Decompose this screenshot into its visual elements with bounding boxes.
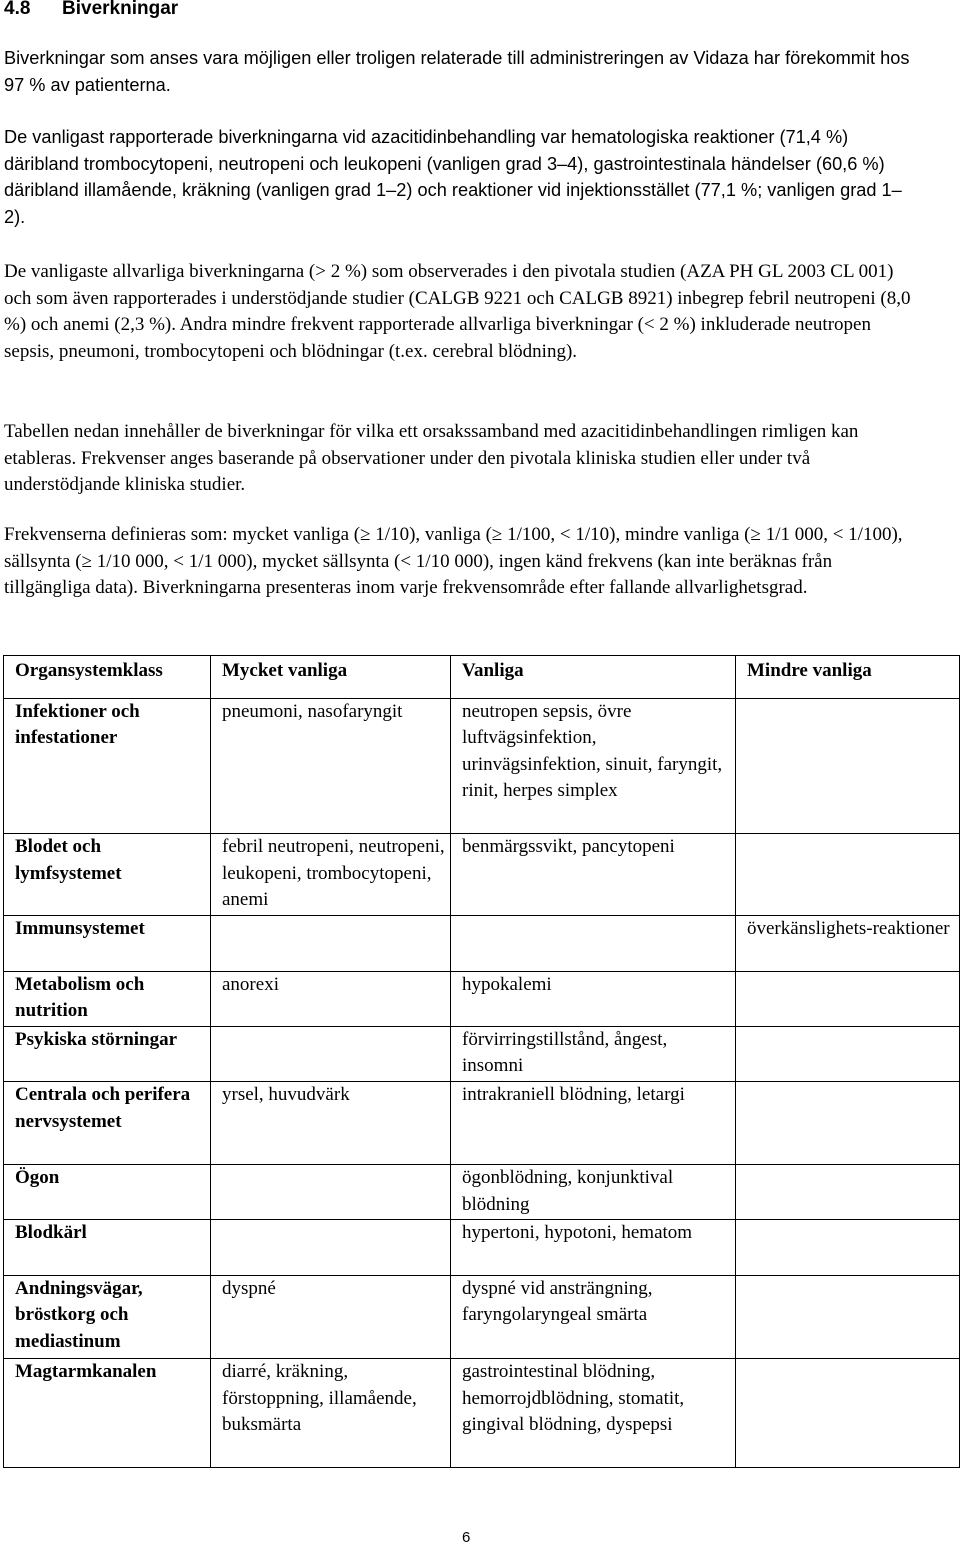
paragraph-common-reactions: De vanligast rapporterade biverkningarna vid azacitidinbehandling var hematologiska reaktioner (71,4 %) däribland trombocytopeni, neutropeni och leukopeni (vanligen grad 3–4), gastrointestinala händelser (60,6 %) däribland illamående, kräkning (vanligen grad 1–2) och reaktioner vid injektionsstället (77,1 %; vanligen grad 1–2). [4,127,902,227]
very-common-cell: pneumoni, nasofaryngit [211,698,451,833]
uncommon-cell [736,1220,960,1275]
common-cell: förvirringstillstånd, ångest, insomni [451,1026,736,1081]
table-row [4,1359,960,1468]
header-organ-class: Organsystemklass [4,656,211,699]
uncommon-cell: överkänslighets-reaktioner [736,916,960,971]
very-common-cell: diarré, kräkning, förstoppning, illamående, buksmärta [211,1359,451,1468]
table-row [4,1082,960,1165]
very-common-cell: dyspné [211,1275,451,1359]
table-row [4,698,960,833]
table-row [4,1275,960,1359]
section-heading [4,0,178,20]
common-cell: hypokalemi [451,971,736,1026]
common-cell: dyspné vid ansträngning, faryngolaryngeal smärta [451,1275,736,1359]
organ-class-cell: Metabolism och nutrition [4,971,211,1026]
table-row [4,1165,960,1220]
page-number: 6 [462,1529,471,1546]
very-common-cell: anorexi [211,971,451,1026]
uncommon-cell [736,1082,960,1165]
uncommon-cell [736,698,960,833]
common-cell [451,916,736,971]
very-common-cell [211,1026,451,1081]
organ-class-cell: Ögon [4,1165,211,1220]
organ-class-cell: Magtarmkanalen [4,1359,211,1468]
section-number: 4.8 [4,0,31,19]
uncommon-cell [736,1359,960,1468]
uncommon-cell [736,1275,960,1359]
paragraph-serious-reactions: De vanligaste allvarliga biverkningarna (> 2 %) som observerades i den pivotala studien (AZA PH GL 2003 CL 001) och som även rapporterades i understödjande studier (CALGB 9221 och CALGB 8921) inbegrep febril neutropeni (8,0 %) och anemi (2,3 %). Andra mindre frekvent rapporterade allvarliga biverkningar (< 2 %) inkluderade neutropen sepsis, pneumoni, trombocytopeni och blödningar (t.ex. cerebral blödning). [4,261,911,362]
common-cell: hypertoni, hypotoni, hematom [451,1220,736,1275]
adverse-reactions-table [3,655,960,1468]
organ-class-cell: Psykiska störningar [4,1026,211,1081]
very-common-cell: febril neutropeni, neutropeni, leukopeni, trombocytopeni, anemi [211,834,451,916]
common-cell: neutropen sepsis, övre luftvägsinfektion, urinvägsinfektion, sinuit, faryngit, rinit, herpes simplex [451,698,736,833]
very-common-cell: yrsel, huvudvärk [211,1082,451,1165]
table-header-row [4,656,960,699]
paragraph-frequency-definitions: Frekvenserna definieras som: mycket vanliga (≥ 1/10), vanliga (≥ 1/100, < 1/10), mindre vanliga (≥ 1/1 000, < 1/100), sällsynta (≥ 1/10 000, < 1/1 000), mycket sällsynta (< 1/10 000), ingen känd frekvens (kan inte beräknas från tillgängliga data). Biverkningarna presenteras inom varje frekvensområde efter fallande allvarlighetsgrad. [4,524,903,598]
header-very-common: Mycket vanliga [211,656,451,699]
uncommon-cell [736,1165,960,1220]
table-row [4,971,960,1026]
paragraph-table-intro: Tabellen nedan innehåller de biverkningar för vilka ett orsakssamband med azacitidinbehandlingen rimligen kan etableras. Frekvenser anges baserande på observationer under den pivotala kliniska studien eller under två understödjande kliniska studier. [4,421,859,495]
organ-class-cell: Centrala och perifera nervsystemet [4,1082,211,1165]
paragraph-intro: Biverkningar som anses vara möjligen eller troligen relaterade till administreringen av Vidaza har förekommit hos 97 % av patienterna. [4,48,910,95]
table-row [4,1220,960,1275]
uncommon-cell [736,834,960,916]
uncommon-cell [736,971,960,1026]
header-uncommon: Mindre vanliga [736,656,960,699]
common-cell: intrakraniell blödning, letargi [451,1082,736,1165]
very-common-cell [211,1220,451,1275]
organ-class-cell: Infektioner och infestationer [4,698,211,833]
header-common: Vanliga [451,656,736,699]
uncommon-cell [736,1026,960,1081]
section-title: Biverkningar [62,0,179,19]
organ-class-cell: Blodkärl [4,1220,211,1275]
table-row [4,916,960,971]
table-row [4,834,960,916]
common-cell: benmärgssvikt, pancytopeni [451,834,736,916]
very-common-cell [211,1165,451,1220]
organ-class-cell: Blodet och lymfsystemet [4,834,211,916]
common-cell: gastrointestinal blödning, hemorrojdblödning, stomatit, gingival blödning, dyspepsi [451,1359,736,1468]
organ-class-cell: Andningsvägar, bröstkorg och mediastinum [4,1275,211,1359]
table-row [4,1026,960,1081]
organ-class-cell: Immunsystemet [4,916,211,971]
very-common-cell [211,916,451,971]
common-cell: ögonblödning, konjunktival blödning [451,1165,736,1220]
